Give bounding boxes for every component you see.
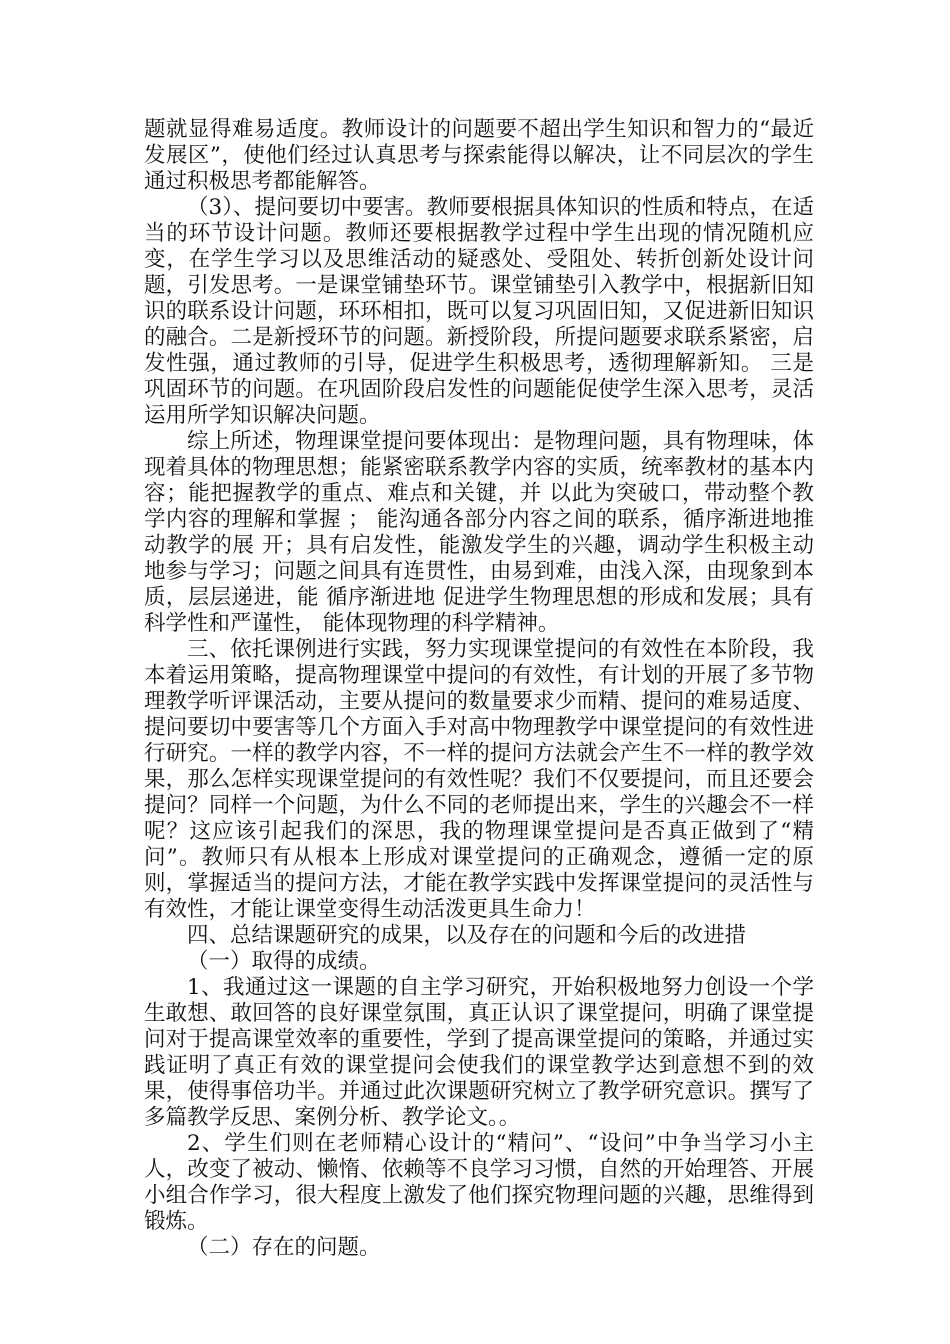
- paragraph-practice: 三、依托课例进行实践，努力实现课堂提问的有效性在本阶段，我本着运用策略，提高物理课堂中提问的有效性，有计划的开展了多节物理教学听评课活动，主要从提问的数量要求少而精、提问的难易适度、提问要切中要害等几个方面入手对高中物理教学中课堂提问的有效性进行研究。一样的教学内容，不一样的提问方法就会产生不一样的教学效果，那么怎样实现课堂提问的有效性呢？我们不仅要提问，而且还要会提问？同样一个问题，为什么不同的老师提出来，学生的兴趣会不一样呢？这应该引起我们的深思，我的物理课堂提问是否真正做到了“精问”。教师只有从根本上形成对课堂提问的正确观念，遵循一定的原则，掌握适当的提问方法，才能在教学实践中发挥课堂提问的灵活性与有效性，才能让课堂变得生动活泼更具生命力！: [144, 637, 814, 922]
- heading-section-four: 四、总结课题研究的成果，以及存在的问题和今后的改进措: [187, 923, 747, 948]
- paragraph-achievement-1: 1、我通过这一课题的自主学习研究，开始积极地努力创设一个学生敢想、敢回答的良好课堂氛围，真正认识了课堂提问，明确了课堂提问对于提高课堂效率的重要性，学到了提高课堂提问的策略，并通过实践证明了真正有效的课堂提问会使我们的课堂教学达到意想不到的效果，使得事倍功半。并通过此次课题研究树立了教学研究意识。撰写了多篇教学反思、案例分析、教学论文。。: [144, 975, 814, 1130]
- paragraph-summary: 综上所述，物理课堂提问要体现出：是物理问题，具有物理味，体现着具体的物理思想；能紧密联系教学内容的实质，统率教材的基本内容；能把握教学的重点、难点和关键，并 以此为突破口，带动整个教学内容的理解和掌握 ； 能沟通各部分内容之间的联系，循序渐进地推动教学的展 开；具有启发性，能激发学生的兴趣，调动学生积极主动地参与学习；问题之间具有连贯性，由易到难，由浅入深，由现象到本质，层层递进，能 循序渐进地 促进学生物理思想的形成和发展；具有科学性和严谨性， 能体现物理的科学精神。: [144, 429, 814, 636]
- paragraph-difficulty-conclusion: 题就显得难易适度。教师设计的问题要不超出学生知识和智力的“最近发展区”，使他们经过认真思考与探索能得以解决，让不同层次的学生通过积极思考都能解答。: [144, 117, 814, 194]
- heading-achievements: （一）取得的成绩。: [187, 949, 381, 974]
- paragraph-pertinent-questions: （3）、提问要切中要害。教师要根据具体知识的性质和特点，在适当的环节设计问题。教师还要根据教学过程中学生出现的情况随机应变，在学生学习以及思维活动的疑惑处、受阻处、转折创新处设计问题，引发思考。一是课堂铺垫环节。课堂铺垫引入教学中，根据新旧知识的联系设计问题，环环相扣，既可以复习巩固旧知，又促进新旧知识的融合。二是新授环节的问题。新授阶段，所提问题要求联系紧密，启发性强，通过教师的引导，促进学生积极思考，透彻理解新知。 三是巩固环节的问题。在巩固阶段启发性的问题能促使学生深入思考，灵活运用所学知识解决问题。: [144, 195, 814, 428]
- paragraph-achievement-2: 2、学生们则在老师精心设计的“精问”、“设问”中争当学习小主人，改变了被动、懒惰、依赖等不良学习习惯，自然的开始理答、开展小组合作学习，很大程度上激发了他们探究物理问题的兴趣，思维得到锻炼。: [144, 1131, 814, 1234]
- heading-problems: （二）存在的问题。: [187, 1235, 381, 1260]
- document-body: [144, 117, 814, 1261]
